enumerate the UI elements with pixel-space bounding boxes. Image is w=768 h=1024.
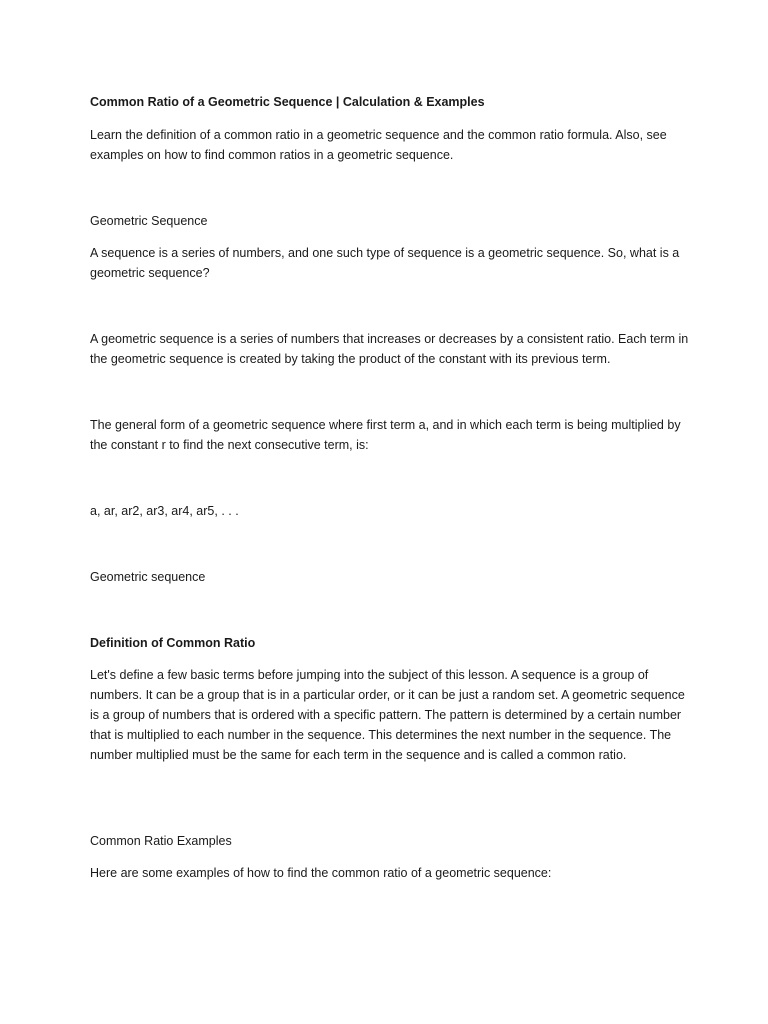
section-heading-definition: Definition of Common Ratio [90, 636, 256, 650]
paragraph-examples-intro: Here are some examples of how to find the common ratio of a geometric sequence: [90, 866, 552, 880]
general-form-expression: a, ar, ar2, ar3, ar4, ar5, . . . [90, 504, 239, 518]
paragraph-general-form: The general form of a geometric sequence where first term a, and in which each term is being multiplied by the constant r to find the next consecutive term, is: [90, 418, 681, 452]
paragraph-geometric-definition: A geometric sequence is a series of numbers that increases or decreases by a consistent ratio. Each term in the geometric sequence is created by taking the product of the constant with its previous term. [90, 332, 689, 366]
paragraph-common-ratio-definition: Let's define a few basic terms before jumping into the subject of this lesson. A sequence is a group of numbers. It can be a group that is in a particular order, or it can be just a random set. A geometric sequence is a group of numbers that is ordered with a specific pattern. The pattern is determined by a certain number that is multiplied to each number in the sequence. This determines the next number in the sequence. The number multiplied must be the same for each term in the sequence and is called a common ratio. [90, 668, 685, 762]
intro-paragraph: Learn the definition of a common ratio in a geometric sequence and the common ratio formula. Also, see examples on how to find common ratios in a geometric sequence. [90, 128, 667, 162]
paragraph-sequence-intro: A sequence is a series of numbers, and one such type of sequence is a geometric sequence. So, what is a geometric sequence? [90, 246, 680, 280]
section-heading-geometric-sequence: Geometric Sequence [90, 214, 208, 228]
document-title: Common Ratio of a Geometric Sequence | Calculation & Examples [90, 95, 485, 109]
section-heading-examples: Common Ratio Examples [90, 834, 232, 848]
figure-caption: Geometric sequence [90, 570, 206, 584]
